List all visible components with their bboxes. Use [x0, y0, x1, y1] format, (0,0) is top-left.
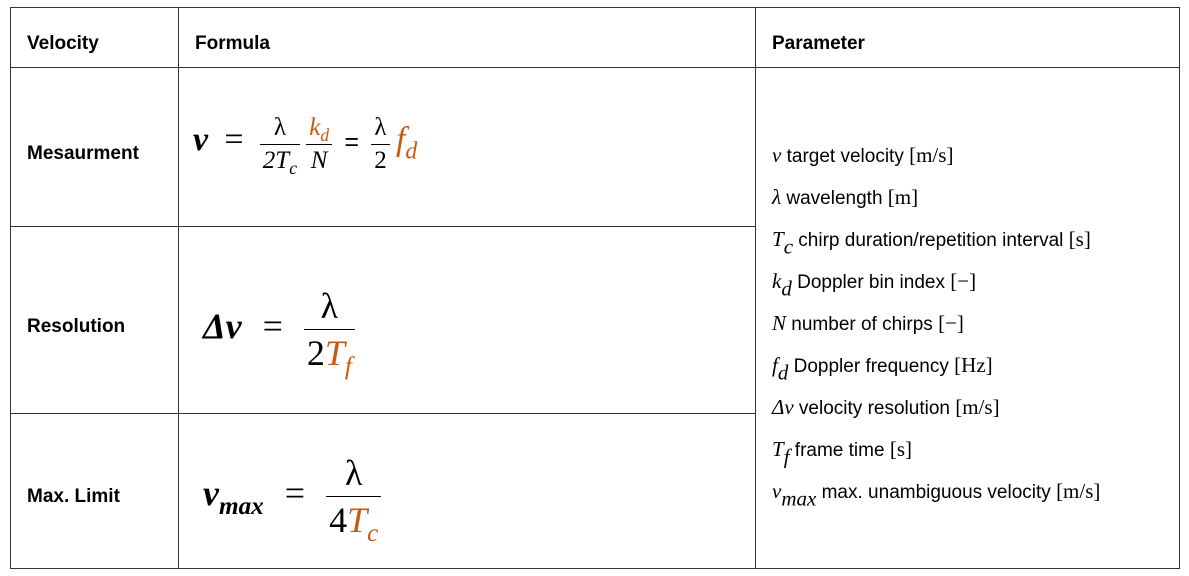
- kd-numerator: $k_d$: [306, 114, 332, 145]
- header-velocity: Velocity: [27, 33, 99, 54]
- column-divider-1: [178, 7, 179, 569]
- row-divider-1: [10, 226, 755, 227]
- lambda-over-2: [371, 114, 390, 175]
- column-divider-2: [755, 7, 756, 569]
- lambda-over-2tf: [304, 285, 355, 380]
- velocity-symbol: v: [193, 121, 209, 159]
- table-border-top: [10, 7, 1180, 8]
- list-item: N number of chirps [−]: [772, 311, 964, 335]
- list-item: $T_c$ chirp duration/repetition interval [s]: [772, 227, 1091, 259]
- table-border-bottom: [10, 568, 1180, 569]
- equals-sign: =: [284, 472, 306, 513]
- doppler-frequency-symbol: $f_d$: [395, 121, 418, 165]
- lambda-over-2tc: [260, 114, 300, 179]
- list-item: $T_f$ frame time [s]: [772, 437, 913, 469]
- list-item: $f_d$ Doppler frequency [Hz]: [772, 353, 993, 385]
- header-divider: [10, 67, 1180, 68]
- row-divider-2: [10, 413, 755, 414]
- kd-over-n: [306, 114, 332, 175]
- table-border-left: [10, 7, 11, 569]
- list-item: $v_{max}$ max. unambiguous velocity [m/s]: [772, 479, 1101, 511]
- two-tf-denominator: $2T_f$: [306, 333, 352, 380]
- header-parameter: Parameter: [772, 33, 865, 54]
- equals-sign-2: =: [344, 128, 359, 157]
- max-limit-formula: [203, 452, 381, 547]
- lambda-numerator: λ: [304, 285, 355, 330]
- list-item: $k_d$ Doppler bin index [−]: [772, 269, 977, 301]
- lambda-over-4tc: [326, 452, 381, 547]
- n-denominator: N: [310, 147, 328, 174]
- row-label-max-limit: Max. Limit: [27, 486, 120, 507]
- two-tc-denominator: $2T_c$: [262, 147, 297, 179]
- equals-sign: =: [262, 305, 283, 346]
- table-border-right: [1179, 7, 1180, 569]
- lambda-numerator-2: λ: [371, 114, 390, 145]
- measurement-formula: [193, 114, 418, 179]
- parameter-list: [772, 138, 1100, 516]
- four-tc-denominator: $4T_c$: [329, 500, 379, 547]
- lambda-numerator: λ: [326, 452, 381, 497]
- header-formula: Formula: [195, 33, 270, 54]
- list-item: v target velocity [m/s]: [772, 143, 954, 167]
- row-label-measurement: Mesaurment: [27, 143, 139, 164]
- equals-sign: =: [224, 121, 244, 159]
- vmax-symbol: $v_{max}$: [203, 472, 264, 520]
- row-label-resolution: Resolution: [27, 316, 126, 337]
- delta-v-symbol: Δv: [203, 305, 242, 346]
- resolution-formula: [203, 285, 355, 380]
- list-item: Δv velocity resolution [m/s]: [772, 395, 1000, 419]
- list-item: λ wavelength [m]: [772, 185, 919, 209]
- lambda-numerator: λ: [260, 114, 300, 145]
- two-denominator: 2: [374, 147, 387, 174]
